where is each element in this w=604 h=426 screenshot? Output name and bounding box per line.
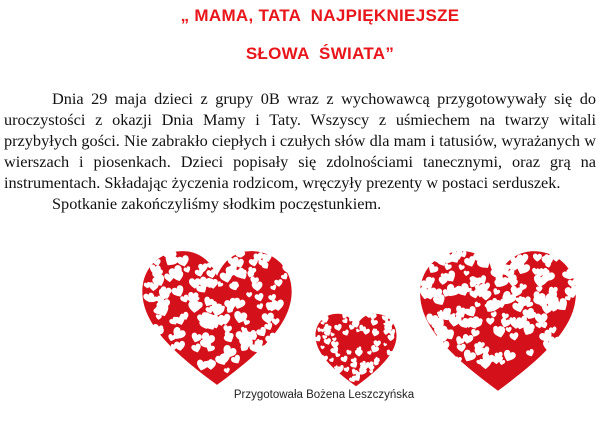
title-line-1: „ MAMA, TATA NAJPIĘKNIEJSZE [180,6,460,25]
mini-heart [320,355,328,363]
paragraph-closing: Spotkanie zakończyliśmy słodkim poczęstunkiem. [52,194,382,213]
title-line-2: SŁOWA ŚWIATA” [245,44,395,63]
paragraph-main: Dnia 29 maja dzieci z grupy 0B wraz z wychowawcą przygotowywały się do uroczystości z okazji Dnia Mamy i Taty. Wszyscy z uśmiechem na twarzy witali przybyłych gości. Nie zabrakło ciepłych i czułych słów dla mam i tatusiów, wyrażanych w wierszach i piosenkach. Dzieci popisały się zdolnościami tanecznymi, oraz grą na instrumentach. Składając życzenia rodzicom, wręczyły prezenty w postaci serduszek. [4,89,596,192]
mini-heart [454,356,462,363]
mini-heart [143,253,151,260]
small-heart-center-icon [300,312,412,388]
mini-heart [282,251,289,258]
author-caption: Przygotowała Bożena Leszczyńska [233,389,415,401]
article-body [4,88,596,214]
mini-heart [436,340,450,352]
large-heart-left-icon [128,248,306,388]
large-heart-right-icon [398,248,598,394]
